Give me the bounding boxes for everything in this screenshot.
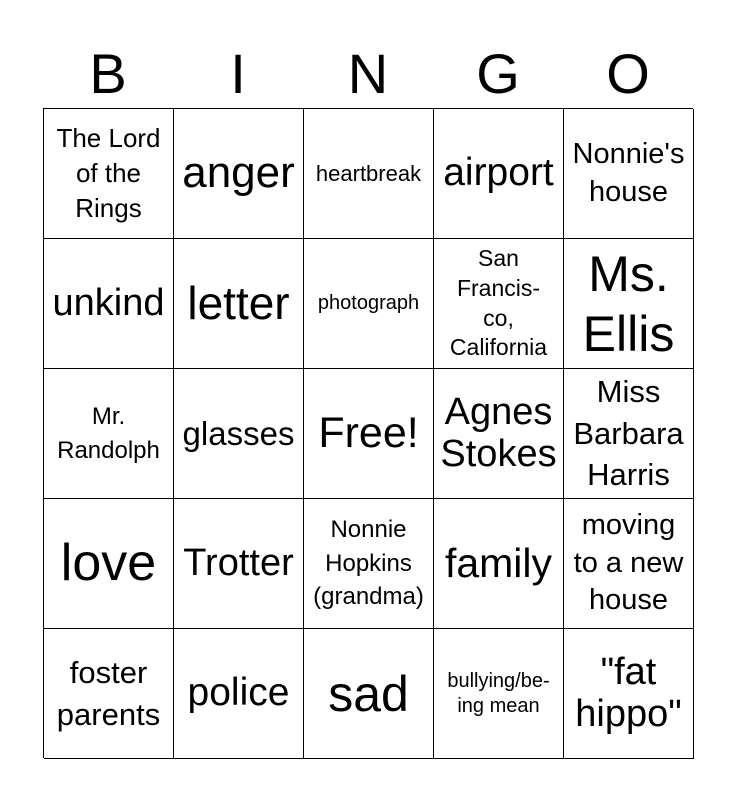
cell-text: sad: [328, 665, 409, 722]
cell-text: photograph: [317, 292, 420, 314]
cell-text: family: [444, 539, 553, 586]
bingo-cell-r1-c1[interactable]: [44, 109, 174, 239]
bingo-cell-r1-c3[interactable]: [304, 109, 434, 239]
bingo-cell-r3-c4[interactable]: [434, 369, 564, 499]
cell-text: heartbreak: [315, 160, 422, 186]
bingo-cell-r4-c1[interactable]: [44, 499, 174, 629]
cell-text: Nonnie's house: [572, 137, 685, 208]
bingo-cell-r3-c1[interactable]: [44, 369, 174, 499]
bingo-cell-r3-c2[interactable]: [174, 369, 304, 499]
header-letter-n: N: [347, 42, 389, 105]
bingo-cell-r4-c4[interactable]: [434, 499, 564, 629]
header-letter-o: O: [606, 42, 650, 105]
cell-text: Nonnie Hopkins (grandma): [313, 516, 424, 611]
cell-text: Mr. Randolph: [57, 402, 160, 464]
bingo-cell-r2-c4[interactable]: [434, 239, 564, 369]
bingo-cell-r1-c4[interactable]: [434, 109, 564, 239]
bingo-cell-r1-c5[interactable]: [564, 109, 694, 239]
free-space: Free!: [318, 408, 419, 457]
bingo-cell-r2-c1[interactable]: [44, 239, 174, 369]
bingo-cell-r5-c4[interactable]: [434, 629, 564, 759]
cell-text: airport: [443, 151, 554, 195]
bingo-board: [43, 108, 693, 758]
cell-text: police: [187, 671, 290, 715]
bingo-cell-r1-c2[interactable]: [174, 109, 304, 239]
bingo-cell-r5-c2[interactable]: [174, 629, 304, 759]
bingo-cell-r4-c5[interactable]: [564, 499, 694, 629]
cell-text: love: [60, 533, 157, 592]
header-letter-g: G: [476, 42, 520, 105]
bingo-cell-r3-c3[interactable]: [304, 369, 434, 499]
header-letter-b: B: [89, 42, 127, 105]
cell-text: anger: [182, 148, 295, 198]
bingo-cell-r2-c3[interactable]: [304, 239, 434, 369]
cell-text: San Francis- co, California: [449, 244, 548, 361]
bingo-cell-r4-c3[interactable]: [304, 499, 434, 629]
bingo-cell-r5-c1[interactable]: [44, 629, 174, 759]
cell-text: letter: [187, 277, 290, 330]
cell-text: Miss Barbara Harris: [573, 373, 684, 493]
cell-text: The Lord of the Rings: [56, 122, 161, 224]
cell-text: moving to a new house: [573, 508, 684, 617]
bingo-cell-r2-c2[interactable]: [174, 239, 304, 369]
bingo-header: [43, 40, 693, 108]
bingo-cell-r5-c5[interactable]: [564, 629, 694, 759]
cell-text: "fat hippo": [575, 650, 682, 735]
cell-text: bullying/be- ing mean: [447, 669, 550, 717]
cell-text: unkind: [52, 281, 165, 324]
bingo-cell-r2-c5[interactable]: [564, 239, 694, 369]
cell-text: Ms. Ellis: [582, 245, 675, 362]
header-letter-i: I: [230, 42, 246, 105]
cell-text: foster parents: [56, 654, 161, 732]
bingo-cell-r3-c5[interactable]: [564, 369, 694, 499]
cell-text: Trotter: [183, 541, 294, 584]
cell-text: glasses: [182, 414, 295, 452]
bingo-cell-r4-c2[interactable]: [174, 499, 304, 629]
bingo-cell-r5-c3[interactable]: [304, 629, 434, 759]
cell-text: Agnes Stokes: [440, 390, 557, 475]
